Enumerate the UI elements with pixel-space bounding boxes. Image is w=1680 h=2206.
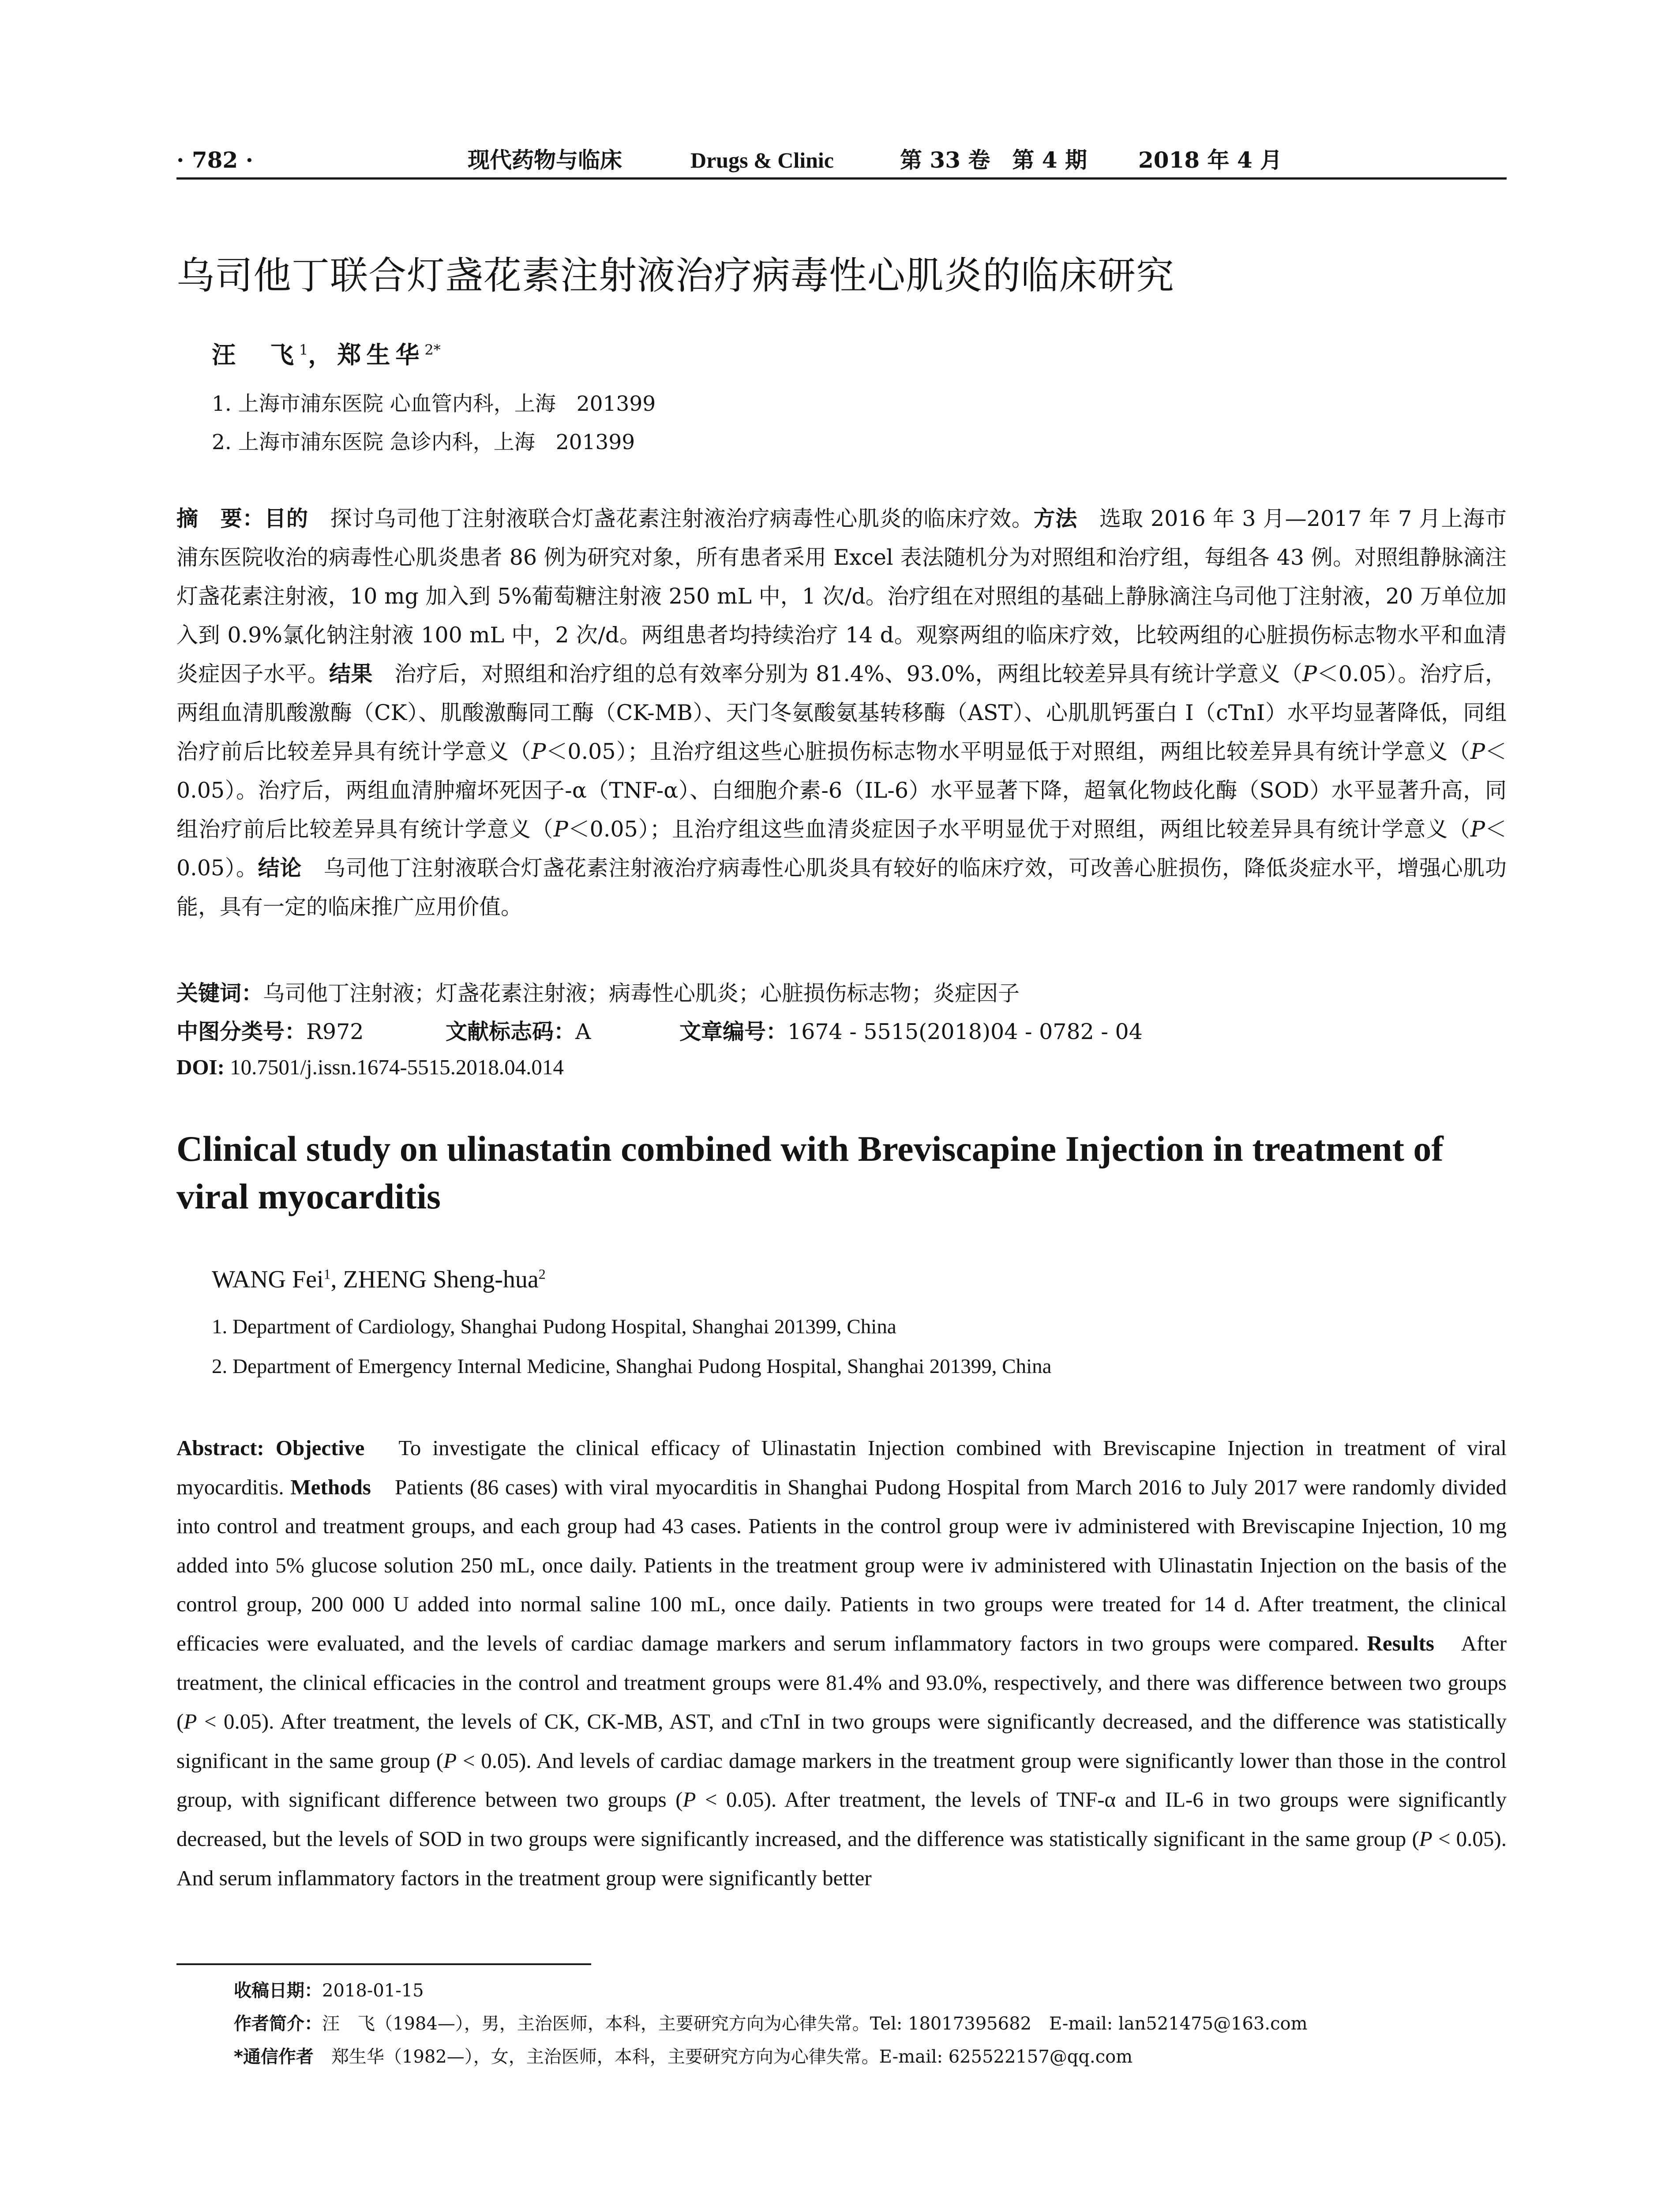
methods-text-en: Patients (86 cases) with viral myocarditis in Shanghai Pudong Hospital from March 2016 to July 2017 were randomly divided into control and treatment groups, and each group had 43 cases. Patients in the control group were iv administered with Breviscapine Injection, 10 mg added into 5% glucose solution 250 mL, once daily. Patients in the treatment group were iv administered with Ulinastatin Injection on the basis of the control group, 200 000 U added into normal saline 100 mL, once daily. Patients in two groups were treated for 14 d. After treatment, the clinical efficacies were evaluated, and the levels of cardiac damage markers and serum inflammatory factors in two groups were compared. bbox=[176, 1474, 1507, 1655]
received-date: 2018-01-15 bbox=[322, 1981, 424, 2001]
results-text: ＜0.05）；且治疗组这些血清炎症因子水平明显优于对照组，两组比较差异具有统计学意义（ bbox=[568, 817, 1470, 842]
running-header bbox=[176, 140, 1507, 180]
authors-cn bbox=[212, 336, 441, 370]
corresponding-label: *通信作者 bbox=[234, 2047, 314, 2067]
keywords-label: 关键词： bbox=[176, 981, 263, 1006]
clc-label: 中图分类号： bbox=[176, 1019, 307, 1044]
results-text-en: < 0.05). After treatment, the levels of CK, CK-MB, AST, and cTnI in two groups were significantly decreased, and the difference was statistically significant in the same group ( bbox=[176, 1709, 1507, 1773]
corresponding-text: 郑生华（1982—），女，主治医师，本科，主要研究方向为心律失常。E-mail: 625522157@qq.com bbox=[313, 2047, 1133, 2067]
p-value-symbol-en: P bbox=[184, 1709, 197, 1734]
abstract-en bbox=[176, 1429, 1507, 1898]
doi-value[interactable]: 10.7501/j.issn.1674-5515.2018.04.014 bbox=[224, 1055, 564, 1079]
footnote-rule bbox=[176, 1963, 591, 1965]
author-1-affil-en: 1 bbox=[323, 1266, 331, 1282]
doi-label: DOI: bbox=[176, 1055, 225, 1079]
p-value-symbol: P bbox=[531, 739, 546, 764]
abstract-objective-label-en: Abstract: Objective bbox=[176, 1436, 365, 1460]
p-value-symbol: P bbox=[1302, 661, 1317, 687]
results-text-en: < 0.05). And levels of cardiac damage markers in the treatment group were significantly lower than those in the control group, with significant difference between two groups ( bbox=[176, 1748, 1507, 1812]
p-value-symbol-en: P bbox=[682, 1787, 696, 1812]
objective-text: 探讨乌司他丁注射液联合灯盏花素注射液治疗病毒性心肌炎的临床疗效。 bbox=[308, 506, 1034, 531]
results-text: ＜0.05）；且治疗组这些心脏损伤标志物水平明显低于对照组，两组比较差异具有统计学意义（ bbox=[546, 739, 1470, 764]
results-text: ＜0.05）。 bbox=[176, 817, 1507, 881]
p-value-symbol-en: P bbox=[1419, 1826, 1432, 1851]
article-id: 1674 - 5515(2018)04 - 0782 - 04 bbox=[788, 1019, 1143, 1044]
author-2-name: 郑生华 bbox=[337, 341, 425, 369]
affiliation-cn-2: 2. 上海市浦东医院 急诊内科，上海 201399 bbox=[212, 430, 635, 454]
results-label: 结果 bbox=[329, 661, 373, 687]
affiliation-cn-1: 1. 上海市浦东医院 心血管内科，上海 201399 bbox=[212, 392, 656, 416]
keywords-text: 乌司他丁注射液；灯盏花素注射液；病毒性心肌炎；心脏损伤标志物；炎症因子 bbox=[263, 981, 1020, 1006]
author-2-name-en: ZHENG Sheng-hua bbox=[343, 1266, 539, 1293]
received-label: 收稿日期： bbox=[234, 1981, 322, 2001]
author-1-affil: 1 bbox=[299, 341, 308, 358]
results-text-en: After treatment, the clinical efficacies in the control and treatment groups were 81.4% and 93.0%, respectively, and there was difference between two groups ( bbox=[176, 1631, 1507, 1734]
doi-line bbox=[176, 1054, 564, 1080]
affiliation-en-1: 1. Department of Cardiology, Shanghai Pudong Hospital, Shanghai 201399, China bbox=[212, 1315, 896, 1338]
p-value-symbol: P bbox=[1470, 739, 1485, 764]
objective-label: 目的 bbox=[264, 506, 308, 531]
page-number: · 782 · bbox=[176, 147, 253, 173]
keywords-line bbox=[176, 976, 1020, 1007]
journal-name-cn: 现代药物与临床 bbox=[468, 147, 622, 173]
methods-text: 选取 2016 年 3 月—2017 年 7 月上海市浦东医院收治的病毒性心肌炎患者 86 例为研究对象，所有患者采用 Excel 表法随机分为对照组和治疗组，每组各 43 例。对照组静脉滴注灯盏花素注射液，10 mg 加入到 5%葡萄糖注射液 250 mL 中，1 次/d。治疗组在对照组的基础上静脉滴注乌司他丁注射液，20 万单位加入到 0.9%氯化钠注射液 100 mL 中，2 次/d。两组患者均持续治疗 14 d。观察两组的临床疗效，比较两组的心脏损伤标志物水平和血清炎症因子水平。 bbox=[176, 506, 1507, 687]
methods-label: 方法 bbox=[1033, 506, 1078, 531]
abstract-label: 摘 要： bbox=[176, 506, 265, 531]
conclusion-text: 乌司他丁注射液联合灯盏花素注射液治疗病毒性心肌炎具有较好的临床疗效，可改善心脏损伤，降低炎症水平，增强心肌功能，具有一定的临床推广应用价值。 bbox=[176, 855, 1507, 919]
results-text: 治疗后，对照组和治疗组的总有效率分别为 81.4%、93.0%，两组比较差异具有统计学意义（ bbox=[372, 661, 1302, 687]
author-2-affil: 2* bbox=[424, 341, 441, 358]
authors-en bbox=[212, 1265, 546, 1294]
results-text-en: < 0.05). And serum inflammatory factors in the treatment group were significantly better bbox=[176, 1826, 1507, 1890]
issue-date: 2018 年 4 月 bbox=[1138, 147, 1282, 173]
header-rule bbox=[176, 177, 1507, 180]
methods-label-en: Methods bbox=[290, 1474, 371, 1499]
footnote-received bbox=[234, 1977, 424, 2002]
results-text: ＜0.05）。治疗后，两组血清肌酸激酶（CK）、肌酸激酶同工酶（CK-MB）、天门冬氨酸氨基转移酶（AST）、心肌肌钙蛋白 I（cTnI）水平均显著降低，同组治疗前后比较差异具有统计学意义（ bbox=[176, 661, 1507, 764]
p-value-symbol: P bbox=[553, 817, 568, 842]
p-value-symbol: P bbox=[1470, 817, 1485, 842]
results-label-en: Results bbox=[1367, 1631, 1434, 1655]
author-2-affil-en: 2 bbox=[538, 1266, 546, 1282]
article-title-cn: 乌司他丁联合灯盏花素注射液治疗病毒性心肌炎的临床研究 bbox=[176, 254, 1174, 298]
author-separator-en: , bbox=[330, 1266, 343, 1293]
journal-name-en: Drugs & Clinic bbox=[690, 148, 834, 173]
abstract-cn bbox=[176, 499, 1507, 927]
bio-label: 作者简介： bbox=[234, 2014, 322, 2034]
article-id-label: 文章编号： bbox=[679, 1019, 788, 1044]
doc-code-label: 文献标志码： bbox=[446, 1019, 576, 1044]
bio-text: 汪 飞（1984—），男，主治医师，本科，主要研究方向为心律失常。Tel: 18017395682 E-mail: lan521475@163.com bbox=[322, 2014, 1308, 2034]
author-1-name-en: WANG Fei bbox=[212, 1266, 324, 1293]
doc-code: A bbox=[575, 1019, 591, 1044]
footnote-corresponding bbox=[234, 2043, 1132, 2068]
results-text: ＜0.05）。治疗后，两组血清肿瘤坏死因子-α（TNF-α）、白细胞介素-6（IL-6）水平显著下降，超氧化物歧化酶（SOD）水平显著升高，同组治疗前后比较差异具有统计学意义（ bbox=[176, 739, 1507, 842]
author-1-name: 汪 飞 bbox=[212, 341, 299, 369]
author-separator: ， bbox=[308, 341, 338, 369]
clc-code: R972 bbox=[306, 1019, 364, 1044]
affiliation-en-2: 2. Department of Emergency Internal Medicine, Shanghai Pudong Hospital, Shanghai 201399, China bbox=[212, 1355, 1052, 1378]
footnote-author-bio bbox=[234, 2010, 1308, 2035]
objective-text-en: To investigate the clinical efficacy of Ulinastatin Injection combined with Breviscapine Injection in treatment of viral myocarditis. bbox=[176, 1436, 1507, 1499]
results-text-en: < 0.05). After treatment, the levels of TNF-α and IL-6 in two groups were significantly decreased, but the levels of SOD in two groups were significantly increased, and the difference was statistically significant in the same group ( bbox=[176, 1787, 1507, 1851]
conclusion-label: 结论 bbox=[258, 855, 302, 881]
volume-issue: 第 33 卷 第 4 期 bbox=[900, 147, 1087, 173]
classification-line bbox=[176, 1015, 1143, 1046]
p-value-symbol-en: P bbox=[443, 1748, 457, 1773]
article-title-en: Clinical study on ulinastatin combined with Breviscapine Injection in treatment of viral myocarditis bbox=[176, 1129, 1444, 1216]
